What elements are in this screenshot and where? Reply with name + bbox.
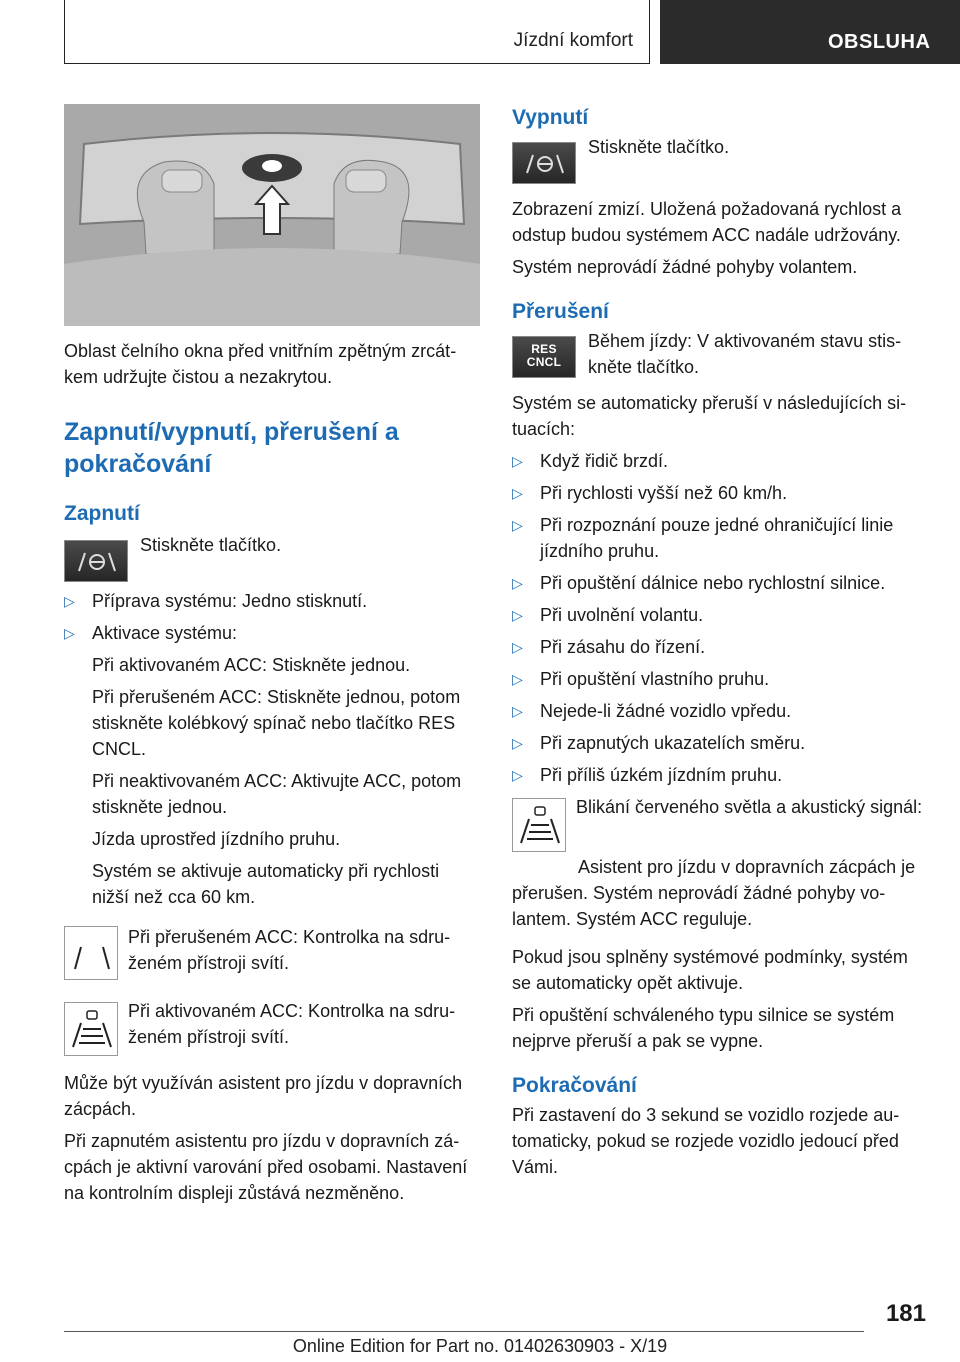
triangle-bullet-icon: ▷ <box>512 767 523 783</box>
triangle-bullet-icon: ▷ <box>512 485 523 501</box>
vypnuti-p1: Zobrazení zmizí. Uložená požadovaná rychlost a odstup budou systémem ACC nadále udržovány. <box>512 199 902 245</box>
sub-paragraph: Systém se aktivuje automaticky při rychlosti nižší než cca 60 km. <box>92 861 440 907</box>
note-2: Při zapnutém asistentu pro jízdu v dopravních zácpách je aktivní varování před osobami. Nastavení na kontrolním displeji zůstává nezměněno. <box>64 1131 468 1203</box>
blink-row <box>512 794 926 852</box>
preruseni-title: Přerušení <box>512 300 609 323</box>
lane-lines-indicator-icon <box>64 926 118 980</box>
list-item: ▷ Při příliš úzkém jízdním pruhu. <box>512 762 926 788</box>
preruseni-p3: Pokud jsou splněny systémové podmínky, systém se automaticky opět aktivuje. <box>512 947 908 993</box>
steering-assist-button-icon <box>64 540 128 582</box>
list-item: ▷ Při opuštění vlastního pruhu. <box>512 666 926 692</box>
indicator-active-row <box>64 998 480 1056</box>
list-item: ▷ Nejede-li žádné vozidlo vpředu. <box>512 698 926 724</box>
triangle-bullet-icon: ▷ <box>64 625 75 641</box>
traffic-jam-assist-indicator-icon <box>64 1002 118 1056</box>
list-item: ▷ Při zásahu do řízení. <box>512 634 926 660</box>
section-heading: Zapnutí/vypnutí, přerušení a pokračování <box>64 418 399 478</box>
triangle-bullet-icon: ▷ <box>512 453 523 469</box>
vypnuti-press: Stiskněte tlačítko. <box>588 137 730 157</box>
vypnuti-row <box>512 134 926 184</box>
triangle-bullet-icon: ▷ <box>512 735 523 751</box>
indicator-interrupted-text: Při přerušeném ACC: Kontrolka na sdruženém přístroji svítí. <box>128 927 451 973</box>
sub-paragraph: Při aktivovaném ACC: Stiskněte jednou. <box>92 655 411 675</box>
list-item: ▷ Při rozpoznání pouze jedné ohraničující linie jízdního pruhu. <box>512 512 926 564</box>
sub-paragraph: Při přerušeném ACC: Stiskněte jednou, potom stiskněte kolébkový spínač nebo tlačítko RES CNCL. <box>92 687 461 759</box>
triangle-bullet-icon: ▷ <box>512 575 523 591</box>
triangle-bullet-icon: ▷ <box>512 639 523 655</box>
triangle-bullet-icon: ▷ <box>64 593 75 609</box>
list-item: ▷ Aktivace systému: <box>64 620 480 646</box>
footer-divider <box>64 1331 864 1332</box>
page-number: 181 <box>885 1300 926 1327</box>
zapnuti-list <box>64 588 480 646</box>
list-item: ▷ Při zapnutých ukazatelích směru. <box>512 730 926 756</box>
blink-text-2: Asistent pro jízdu v dopravních zácpách je přerušen. Systém neprovádí žádné pohyby volantem. Systém ACC reguluje. <box>512 857 916 929</box>
triangle-bullet-icon: ▷ <box>512 517 523 533</box>
vypnuti-p2: Systém neprovádí žádné pohyby volantem. <box>512 257 858 277</box>
sub-paragraph: Při neaktivovaném ACC: Aktivujte ACC, potom stiskněte jednou. <box>92 771 462 817</box>
pokracovani-title: Pokračování <box>512 1074 637 1097</box>
zapnuti-row <box>64 532 480 582</box>
zapnuti-title: Zapnutí <box>64 502 140 525</box>
triangle-bullet-icon: ▷ <box>512 607 523 623</box>
pokracovani-p1: Při zastavení do 3 sekund se vozidlo rozjede automaticky, pokud se rozjede vozidlo jedoucí před Vámi. <box>512 1105 900 1177</box>
res-cncl-button-icon: RES CNCL <box>512 336 576 378</box>
indicator-interrupted-row <box>64 924 480 980</box>
triangle-bullet-icon: ▷ <box>512 703 523 719</box>
right-column <box>512 104 926 1180</box>
preruseni-p4: Při opuštění schváleného typu silnice se systém nejprve přeruší a pak se vypne. <box>512 1005 895 1051</box>
edition-footer: Online Edition for Part no. 01402630903 - X/19 <box>292 1336 668 1356</box>
triangle-bullet-icon: ▷ <box>512 671 523 687</box>
photo-caption: Oblast čelního okna před vnitřním zpětným zrcátkem udržujte čistou a nezakrytou. <box>64 341 457 387</box>
zapnuti-press: Stiskněte tlačítko. <box>140 535 282 555</box>
blink-text: Blikání červeného světla a akustický signál: <box>576 797 923 817</box>
list-item: ▷ Když řidič brzdí. <box>512 448 926 474</box>
vypnuti-title: Vypnutí <box>512 106 589 129</box>
windshield-photo <box>64 104 480 326</box>
list-item: ▷ Při opuštění dálnice nebo rychlostní silnice. <box>512 570 926 596</box>
preruseni-during: Během jízdy: V aktivovaném stavu stiskněte tlačítko. <box>588 331 902 377</box>
list-item: ▷ Při rychlosti vyšší než 60 km/h. <box>512 480 926 506</box>
indicator-active-text: Při aktivovaném ACC: Kontrolka na sdruženém přístroji svítí. <box>128 1001 456 1047</box>
note-1: Může být využíván asistent pro jízdu v dopravních zácpách. <box>64 1073 463 1119</box>
header-box <box>64 0 650 64</box>
preruseni-row <box>512 328 926 380</box>
chapter-tab: OBSLUHA <box>660 0 960 64</box>
steering-assist-button-icon <box>512 142 576 184</box>
preruseni-list <box>512 448 926 788</box>
traffic-jam-assist-warning-icon <box>512 798 566 852</box>
preruseni-auto: Systém se automaticky přeruší v následujících situacích: <box>512 393 907 439</box>
sub-paragraph: Jízda uprostřed jízdního pruhu. <box>92 829 341 849</box>
list-item: ▷ Příprava systému: Jedno stisknutí. <box>64 588 480 614</box>
section-title: Jízdní komfort <box>513 30 633 51</box>
list-item: ▷ Při uvolnění volantu. <box>512 602 926 628</box>
left-column <box>64 104 480 1206</box>
